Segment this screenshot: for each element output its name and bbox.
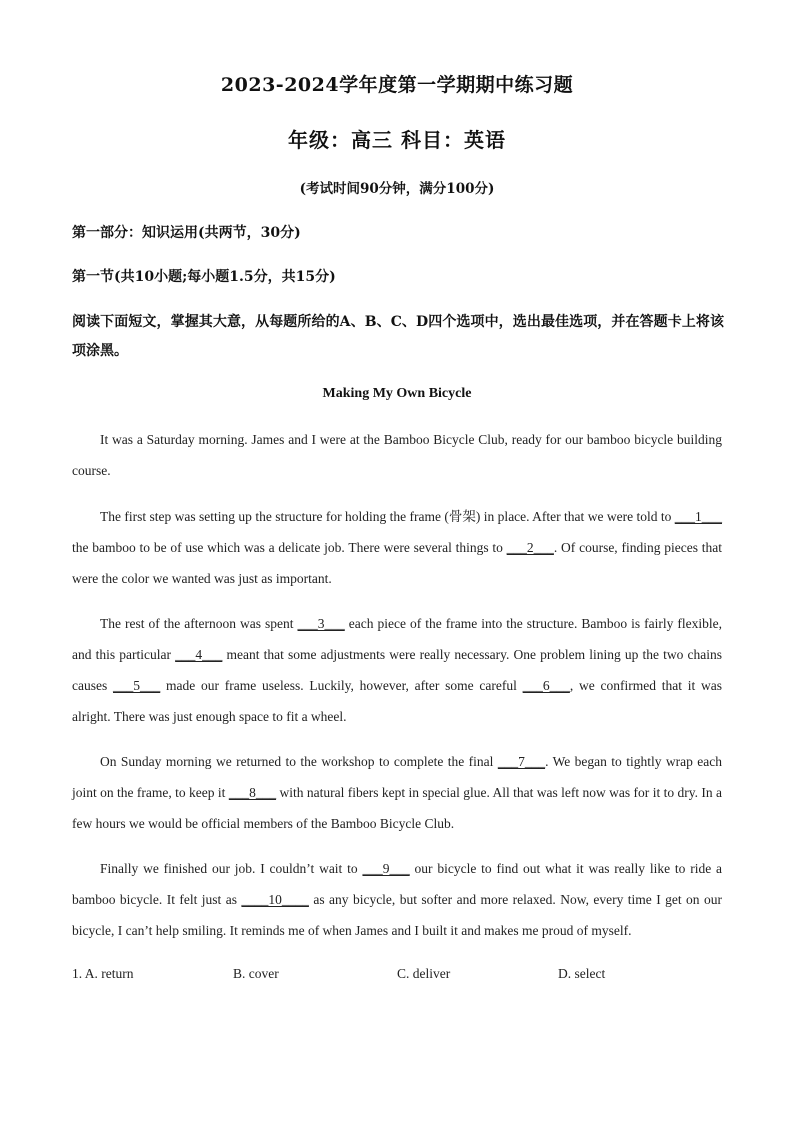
paragraph-text: made our frame useless. Luckily, however, after some careful (160, 678, 523, 693)
option-a: 1. A. return (72, 966, 134, 981)
paragraph-2 (72, 501, 722, 594)
paragraph-3 (72, 608, 722, 732)
blank-5: ___5___ (113, 678, 161, 693)
blank-3: ___3___ (297, 616, 345, 631)
blank-10: ____10____ (241, 892, 309, 907)
passage-title: Making My Own Bicycle (322, 386, 472, 401)
paragraph-4 (72, 746, 722, 839)
option-c: C. deliver (397, 966, 451, 981)
paragraph-1 (72, 424, 722, 486)
exam-subtitle: 年级：高三 科目：英语 (288, 128, 506, 152)
blank-1: ___1___ (674, 509, 722, 524)
blank-8: ___8___ (228, 785, 277, 800)
blank-2: ___2___ (506, 540, 554, 555)
exam-time-note: (考试时间90分钟，满分100分) (299, 181, 495, 197)
paragraph-text: The first step was setting up the structure for holding the frame (骨架) in place. After that we were told to (100, 509, 675, 524)
paragraph-text: . Of course, finding pieces that were the color we wanted was just as important. (72, 540, 722, 586)
paragraph-text: . We began to tightly wrap each joint on the frame, to keep it (72, 754, 722, 800)
section-heading: 第一节(共10小题;每小题1.5分，共15分) (72, 269, 336, 285)
paragraph-text: Finally we finished our job. I couldn’t wait to (100, 861, 363, 876)
blank-4: ___4___ (175, 647, 223, 662)
instructions: 阅读下面短文，掌握其大意，从每题所给的A、B、C、D四个选项中，选出最佳选项，并在答题卡上将该项涂黑。 (72, 314, 724, 359)
paragraph-text: It was a Saturday morning. James and I were at the Bamboo Bicycle Club, ready for our bamboo bicycle building course. (72, 432, 722, 478)
paragraph-text: as any bicycle, but softer and more relaxed. Now, every time I get on our bicycle, I can’t help smiling. It reminds me of when James and I built it and makes me proud of myself. (72, 892, 722, 938)
paragraph-text: the bamboo to be of use which was a delicate job. There were several things to (72, 540, 507, 555)
paragraph-text: with natural fibers kept in special glue. All that was left now was for it to dry. In a few hours we would be official members of the Bamboo Bicycle Club. (72, 785, 722, 831)
part-heading: 第一部分：知识运用(共两节，30分) (72, 225, 301, 241)
blank-7: ___7___ (497, 754, 546, 769)
paragraph-text: each piece of the frame into the structure. Bamboo is fairly flexible, and this particular (72, 616, 723, 662)
blank-9: ___9___ (362, 861, 410, 876)
paragraph-text: our bicycle to find out what it was really like to ride a bamboo bicycle. It felt just as (72, 861, 722, 907)
paragraph-5 (72, 853, 722, 946)
paragraph-text: meant that some adjustments were really necessary. One problem lining up the two chains causes (72, 647, 722, 693)
blank-6: ___6___ (522, 678, 570, 693)
option-b: B. cover (233, 966, 279, 981)
option-d: D. select (558, 966, 606, 981)
paragraph-text: , we confirmed that it was alright. There was just enough space to fit a wheel. (72, 678, 723, 724)
exam-title: 2023-2024学年度第一学期期中练习题 (220, 74, 574, 96)
paragraph-text: On Sunday morning we returned to the workshop to complete the final (100, 754, 498, 769)
paragraph-text: The rest of the afternoon was spent (100, 616, 298, 631)
